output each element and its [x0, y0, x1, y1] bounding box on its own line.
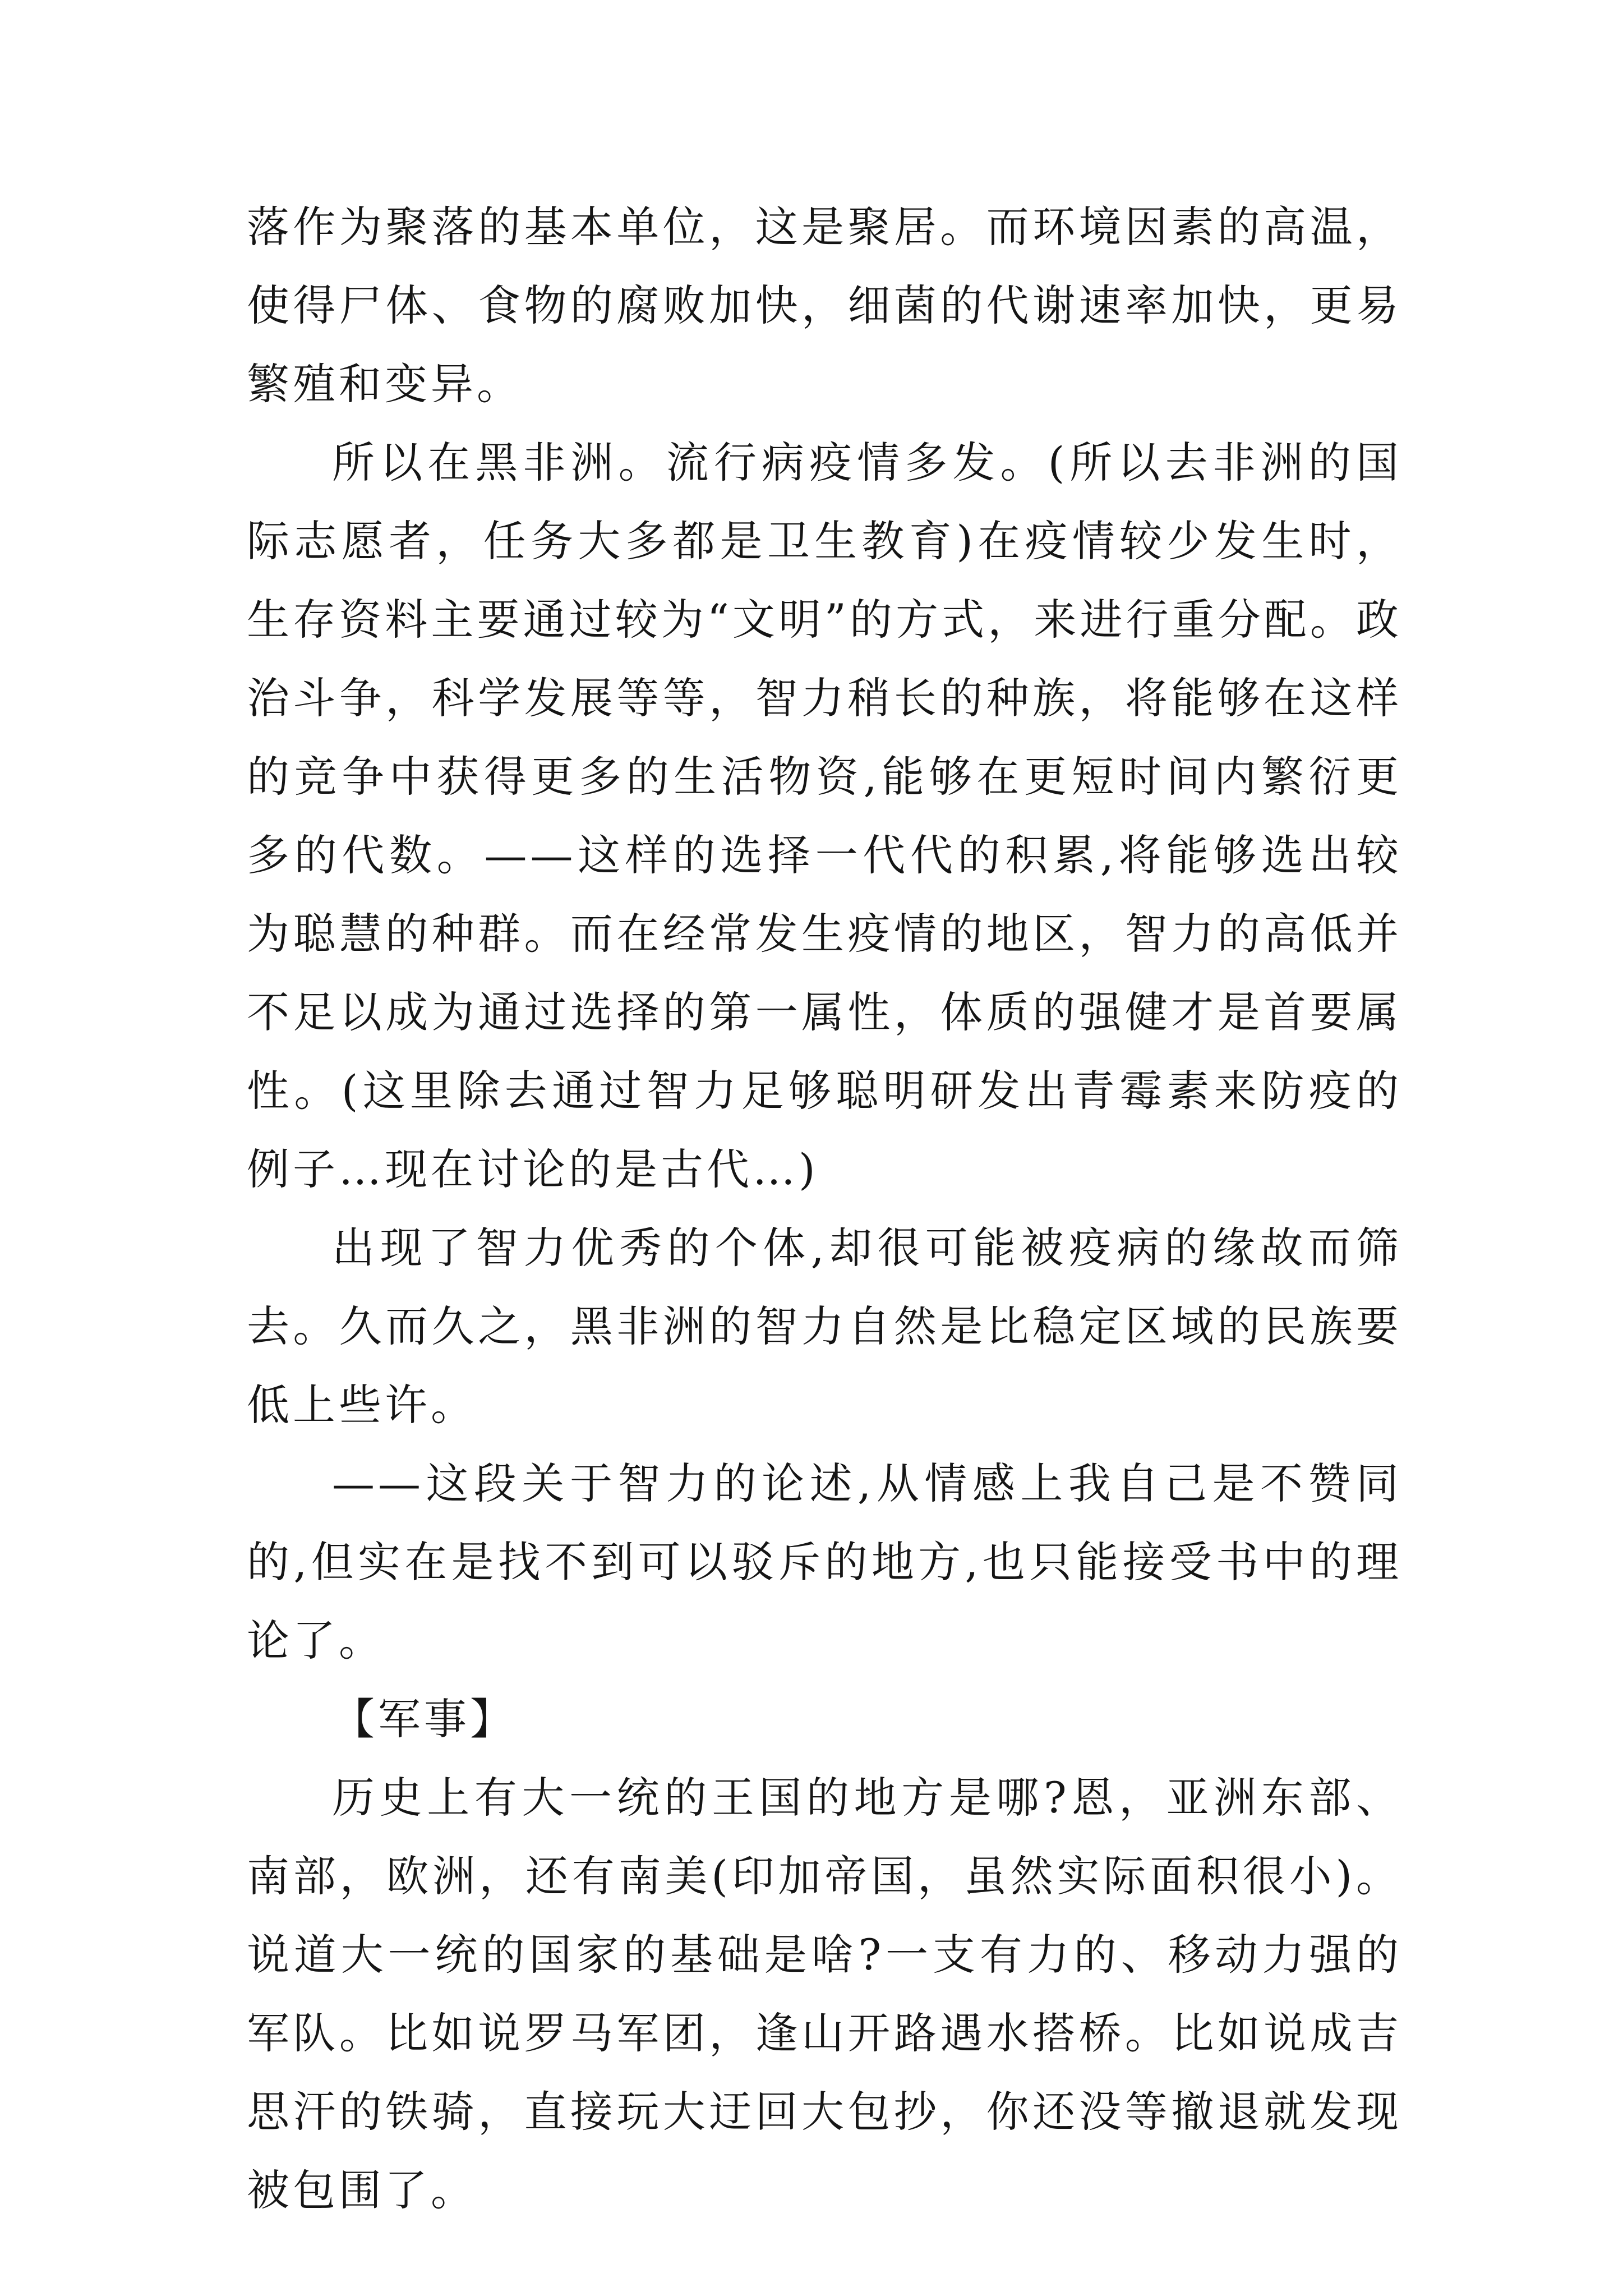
paragraph-epidemic: 所以在黑非洲。流行病疫情多发。(所以去非洲的国际志愿者，任务大多都是卫生教育)在疫情较少发生时，生存资料主要通过较为“文明”的方式，来进行重分配。政治斗争，科学发展等等，智力稍长的种族，将能够在这样的竞争中获得更多的生活物资,能够在更短时间内繁衍更多的代数。——这样的选择一代代的积累,将能够选出较为聪慧的种群。而在经常发生疫情的地区，智力的高低并不足以成为通过选择的第一属性，体质的强健才是首要属性。(这里除去通过智力足够聪明研发出青霉素来防疫的例子…现在讨论的是古代…): [247, 438, 1402, 1194]
document-body: [247, 188, 1402, 2230]
paragraph-continued: 落作为聚落的基本单位，这是聚居。而环境因素的高温，使得尸体、食物的腐败加快，细菌的代谢速率加快，更易繁殖和变异。: [247, 202, 1402, 409]
section-heading-military: 【军事】: [332, 1694, 516, 1744]
paragraph-intelligence: 出现了智力优秀的个体,却很可能被疫病的缘故而筛去。久而久之，黑非洲的智力自然是比稳定区域的民族要低上些许。: [247, 1223, 1402, 1430]
paragraph-military: 历史上有大一统的王国的地方是哪?恩，亚洲东部、南部，欧洲，还有南美(印加帝国，虽然实际面积很小)。说道大一统的国家的基础是啥?一支有力的、移动力强的军队。比如说罗马军团，逢山开路遇水搭桥。比如说成吉思汗的铁骑，直接玩大迂回大包抄，你还没等撤退就发现被包围了。: [247, 1773, 1402, 2215]
paragraph-author-comment: ——这段关于智力的论述,从情感上我自己是不赞同的,但实在是找不到可以驳斥的地方,也只能接受书中的理论了。: [247, 1458, 1402, 1665]
